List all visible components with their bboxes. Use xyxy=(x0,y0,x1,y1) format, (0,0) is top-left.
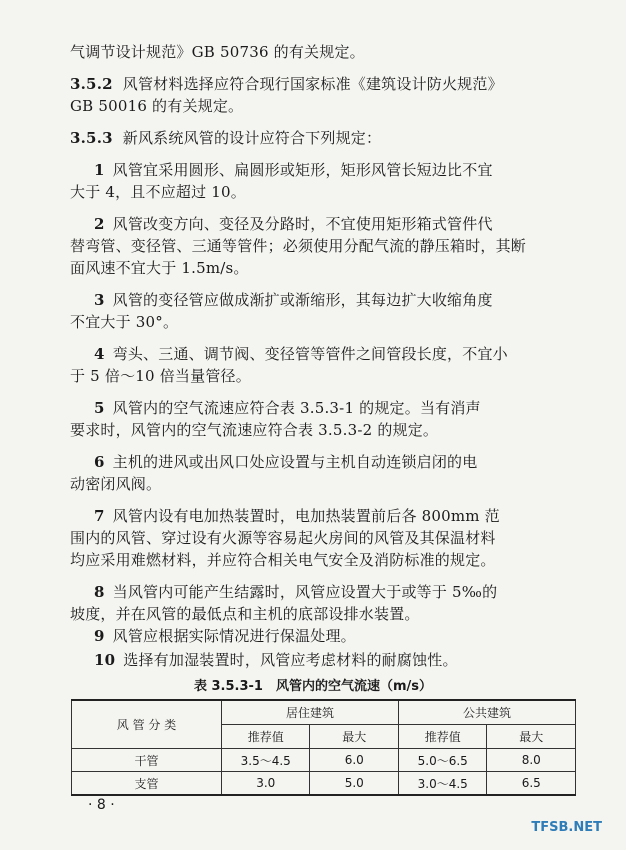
cell-value: 8.0 xyxy=(487,749,576,772)
item-6: 6 主机的进风或出风口处应设置与主机自动连锁启闭的电 xyxy=(94,453,478,471)
item-9: 9 风管应根据实际情况进行保温处理。 xyxy=(94,627,356,645)
cell-value: 5.0～6.5 xyxy=(398,749,487,772)
item-10: 10 选择有加湿装置时，风管应考虑材料的耐腐蚀性。 xyxy=(94,651,458,669)
section-number: 3.5.2 xyxy=(70,75,113,93)
text-line: 于 5 倍～10 倍当量管径。 xyxy=(70,367,251,385)
table-caption: 表 3.5.3-1 风管内的空气流速（m/s） xyxy=(193,679,432,694)
header-public: 公共建筑 xyxy=(398,700,575,725)
text-line: GB 50016 的有关规定。 xyxy=(70,97,244,115)
cell-value: 6.0 xyxy=(310,749,399,772)
header-category: 风 管 分 类 xyxy=(72,700,222,749)
text-line: 面风速不宜大于 1.5m/s。 xyxy=(70,259,249,277)
text-line: 要求时，风管内的空气流速应符合表 3.5.3-2 的规定。 xyxy=(70,421,439,439)
item-2: 2 风管改变方向、变径及分路时，不宜使用矩形箱式管件代 xyxy=(94,215,493,233)
text-line: 气调节设计规范》GB 50736 的有关规定。 xyxy=(70,43,365,61)
text-line: 动密闭风阀。 xyxy=(70,475,162,493)
item-4: 4 弯头、三通、调节阀、变径管等管件之间管段长度，不宜小 xyxy=(94,345,508,363)
text-line: 均应采用难燃材料，并应符合相关电气安全及消防标准的规定。 xyxy=(70,551,496,569)
cell-value: 3.0～4.5 xyxy=(398,772,487,796)
subheader-max: 最大 xyxy=(310,725,399,749)
cell-value: 3.5～4.5 xyxy=(221,749,310,772)
clause-3-5-3: 3.5.3 新风系统风管的设计应符合下列规定： xyxy=(70,129,382,147)
clause-3-5-2: 3.5.2 风管材料选择应符合现行国家标准《建筑设计防火规范》 xyxy=(70,75,503,93)
row-type: 干管 xyxy=(72,749,222,772)
text-line: 替弯管、变径管、三通等管件；必须使用分配气流的静压箱时，其断 xyxy=(70,237,527,255)
cell-value: 5.0 xyxy=(310,772,399,796)
item-1: 1 风管宜采用圆形、扁圆形或矩形，矩形风管长短边比不宜 xyxy=(94,161,493,179)
subheader-recommended: 推荐值 xyxy=(221,725,310,749)
airflow-velocity-table xyxy=(71,699,576,796)
watermark: TFSB.NET xyxy=(531,820,602,835)
page-number: · 8 · xyxy=(88,797,115,813)
section-number: 3.5.3 xyxy=(70,129,113,147)
item-3: 3 风管的变径管应做成渐扩或渐缩形，其每边扩大收缩角度 xyxy=(94,291,493,309)
subheader-recommended: 推荐值 xyxy=(398,725,487,749)
table-row xyxy=(72,749,576,772)
table-row xyxy=(72,772,576,796)
item-5: 5 风管内的空气流速应符合表 3.5.3-1 的规定。当有消声 xyxy=(94,399,481,417)
cell-value: 6.5 xyxy=(487,772,576,796)
item-8: 8 当风管内可能产生结露时，风管应设置大于或等于 5‰的 xyxy=(94,583,498,601)
row-type: 支管 xyxy=(72,772,222,796)
header-residential: 居住建筑 xyxy=(221,700,398,725)
text-line: 坡度，并在风管的最低点和主机的底部设排水装置。 xyxy=(70,605,420,623)
item-7: 7 风管内设有电加热装置时，电加热装置前后各 800mm 范 xyxy=(94,507,500,525)
cell-value: 3.0 xyxy=(221,772,310,796)
text-line: 大于 4，且不应超过 10。 xyxy=(70,183,246,201)
subheader-max: 最大 xyxy=(487,725,576,749)
text-line: 围内的风管、穿过设有火源等容易起火房间的风管及其保温材料 xyxy=(70,529,496,547)
text-line: 不宜大于 30°。 xyxy=(70,313,179,331)
